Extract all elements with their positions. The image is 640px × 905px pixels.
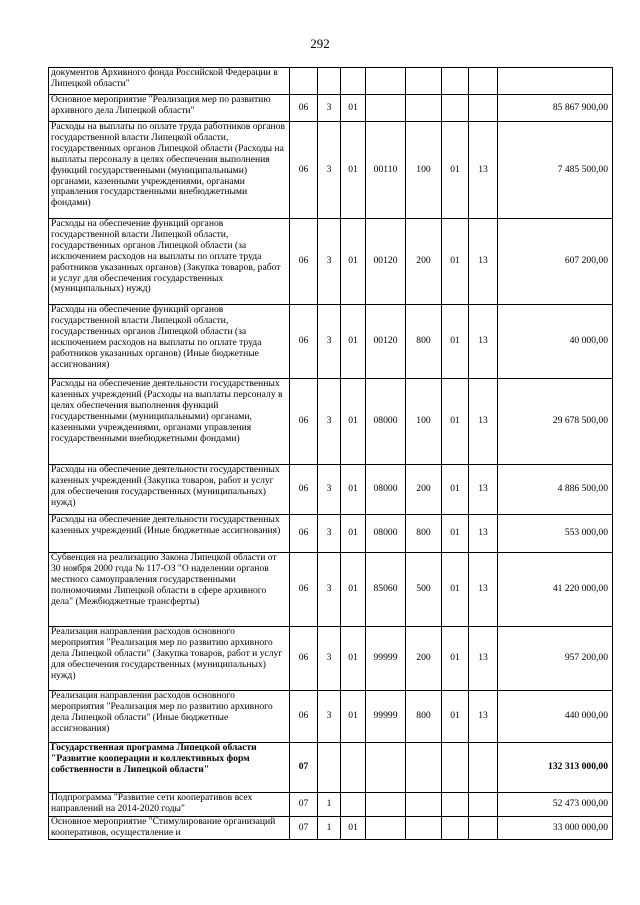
row-name-cell: Реализация направления расходов основного мероприятия "Реализация мер по развитию архивного дела Липецкой области" (Иные бюджетные ассигнования) [49, 691, 290, 743]
expense-type-cell [406, 793, 442, 817]
table-row [49, 95, 613, 122]
expense-type-cell [406, 68, 442, 95]
amount-cell: 40 000,00 [498, 305, 613, 379]
section-code-cell: 06 [290, 691, 318, 743]
section-code-cell: 06 [290, 553, 318, 627]
direction-code-cell: 99999 [366, 691, 406, 743]
subprogram-code-cell: 3 [318, 379, 341, 465]
expense-type-cell [406, 817, 442, 840]
subprogram-code-cell: 3 [318, 465, 341, 515]
amount-cell: 607 200,00 [498, 219, 613, 305]
direction-code-cell [366, 743, 406, 793]
section-code-cell: 06 [290, 305, 318, 379]
section-code-cell: 06 [290, 219, 318, 305]
subprogram-code-cell: 3 [318, 122, 341, 219]
subsection-cell: 13 [469, 379, 498, 465]
subprogram-code-cell: 3 [318, 515, 341, 553]
expense-type-cell: 200 [406, 219, 442, 305]
row-name-cell: Государственная программа Липецкой области "Развитие кооперации и коллективных форм собственности в Липецкой области" [49, 743, 290, 793]
table-row [49, 465, 613, 515]
section-code-cell: 06 [290, 379, 318, 465]
subprogram-code-cell [318, 743, 341, 793]
subsection-cell [469, 793, 498, 817]
section-code-cell: 06 [290, 95, 318, 122]
amount-cell [498, 68, 613, 95]
main-measure-code-cell: 01 [341, 305, 366, 379]
section-code-cell: 06 [290, 627, 318, 691]
main-measure-code-cell: 01 [341, 379, 366, 465]
subprogram-code-cell [318, 68, 341, 95]
direction-code-cell: 00120 [366, 305, 406, 379]
amount-cell: 440 000,00 [498, 691, 613, 743]
section-cell [442, 95, 469, 122]
row-name-cell: Субвенция на реализацию Закона Липецкой области от 30 ноября 2000 года № 117-ОЗ "О наделении органов местного самоуправления государственными полномочиями Липецкой области в сфере архивного дела" (Межбюджетные трансферты) [49, 553, 290, 627]
subsection-cell: 13 [469, 305, 498, 379]
subsection-cell: 13 [469, 691, 498, 743]
expense-type-cell: 500 [406, 553, 442, 627]
main-measure-code-cell: 01 [341, 627, 366, 691]
section-cell: 01 [442, 219, 469, 305]
subprogram-code-cell: 1 [318, 817, 341, 840]
row-name-cell: Расходы на обеспечение деятельности государственных казенных учреждений (Расходы на выплаты персоналу в целях обеспечения выполнения функций государственными (муниципальными) органами, казенными учреждениями, органами управления государственными внебюджетными фондами) [49, 379, 290, 465]
amount-cell: 41 220 000,00 [498, 553, 613, 627]
direction-code-cell [366, 817, 406, 840]
expense-type-cell [406, 743, 442, 793]
main-measure-code-cell [341, 743, 366, 793]
section-cell: 01 [442, 465, 469, 515]
table-row [49, 691, 613, 743]
main-measure-code-cell: 01 [341, 122, 366, 219]
section-cell: 01 [442, 515, 469, 553]
section-code-cell: 06 [290, 465, 318, 515]
expense-type-cell: 200 [406, 627, 442, 691]
main-measure-code-cell: 01 [341, 465, 366, 515]
amount-cell: 553 000,00 [498, 515, 613, 553]
row-name-cell: Расходы на выплаты по оплате труда работников органов государственной власти Липецкой области, государственных органов Липецкой области (Расходы на выплаты персоналу в целях обеспечения выполнения функций государственными (муниципальными) органами, казенными учреждениями, органами управления государственными внебюджетными фондами) [49, 122, 290, 219]
section-code-cell: 07 [290, 817, 318, 840]
subsection-cell: 13 [469, 122, 498, 219]
table-row [49, 515, 613, 553]
subprogram-code-cell: 3 [318, 95, 341, 122]
section-cell [442, 68, 469, 95]
row-name-cell: Основное мероприятие "Стимулирование организаций кооперативов, осуществление и [49, 817, 290, 840]
row-name-cell: Реализация направления расходов основного мероприятия "Реализация мер по развитию архивного дела Липецкой области" (Закупка товаров, работ и услуг для обеспечения государственных (муниципальных) нужд) [49, 627, 290, 691]
subsection-cell [469, 817, 498, 840]
direction-code-cell: 08000 [366, 465, 406, 515]
section-cell [442, 743, 469, 793]
section-cell: 01 [442, 379, 469, 465]
direction-code-cell: 85060 [366, 553, 406, 627]
section-cell: 01 [442, 691, 469, 743]
direction-code-cell [366, 68, 406, 95]
subprogram-code-cell: 3 [318, 691, 341, 743]
main-measure-code-cell: 01 [341, 219, 366, 305]
section-code-cell: 06 [290, 515, 318, 553]
expense-type-cell: 200 [406, 465, 442, 515]
table-row [49, 219, 613, 305]
main-measure-code-cell: 01 [341, 817, 366, 840]
row-name-cell: Основное мероприятие "Реализация мер по развитию архивного дела Липецкой области" [49, 95, 290, 122]
row-name-cell: Расходы на обеспечение деятельности государственных казенных учреждений (Иные бюджетные ассигнования) [49, 515, 290, 553]
amount-cell: 33 000 000,00 [498, 817, 613, 840]
amount-cell: 29 678 500,00 [498, 379, 613, 465]
main-measure-code-cell: 01 [341, 515, 366, 553]
table-row [49, 627, 613, 691]
row-name-cell: Расходы на обеспечение функций органов государственной власти Липецкой области, государственных органов Липецкой области (за исключением расходов на выплаты по оплате труда работников указанных органов) (Закупка товаров, работ и услуг для обеспечения государственных (муниципальных) нужд) [49, 219, 290, 305]
subsection-cell: 13 [469, 219, 498, 305]
subprogram-code-cell: 3 [318, 219, 341, 305]
budget-table-body [49, 68, 613, 840]
main-measure-code-cell [341, 68, 366, 95]
amount-cell: 957 200,00 [498, 627, 613, 691]
direction-code-cell: 00120 [366, 219, 406, 305]
row-name-cell: Расходы на обеспечение деятельности государственных казенных учреждений (Закупка товаров, работ и услуг для обеспечения государственных (муниципальных) нужд) [49, 465, 290, 515]
subsection-cell [469, 95, 498, 122]
section-code-cell: 06 [290, 122, 318, 219]
subprogram-code-cell: 3 [318, 553, 341, 627]
section-cell: 01 [442, 305, 469, 379]
table-row [49, 743, 613, 793]
section-cell: 01 [442, 553, 469, 627]
direction-code-cell: 08000 [366, 379, 406, 465]
amount-cell: 85 867 900,00 [498, 95, 613, 122]
section-cell [442, 817, 469, 840]
table-row [49, 122, 613, 219]
page-number: 292 [310, 36, 330, 51]
expense-type-cell [406, 95, 442, 122]
table-row [49, 305, 613, 379]
section-cell: 01 [442, 122, 469, 219]
main-measure-code-cell [341, 793, 366, 817]
row-name-cell: Подпрограмма "Развитие сети кооперативов всех направлений на 2014-2020 годы" [49, 793, 290, 817]
subprogram-code-cell: 3 [318, 627, 341, 691]
direction-code-cell [366, 95, 406, 122]
subsection-cell: 13 [469, 627, 498, 691]
section-cell [442, 793, 469, 817]
table-row [49, 817, 613, 840]
table-row [49, 68, 613, 95]
budget-table [48, 67, 613, 840]
subprogram-code-cell: 1 [318, 793, 341, 817]
section-code-cell: 07 [290, 743, 318, 793]
expense-type-cell: 100 [406, 379, 442, 465]
direction-code-cell: 08000 [366, 515, 406, 553]
section-code-cell: 07 [290, 793, 318, 817]
expense-type-cell: 100 [406, 122, 442, 219]
direction-code-cell: 99999 [366, 627, 406, 691]
row-name-cell: документов Архивного фонда Российской Федерации в Липецкой области" [49, 68, 290, 95]
amount-cell: 132 313 000,00 [498, 743, 613, 793]
amount-cell: 52 473 000,00 [498, 793, 613, 817]
main-measure-code-cell: 01 [341, 95, 366, 122]
expense-type-cell: 800 [406, 515, 442, 553]
row-name-cell: Расходы на обеспечение функций органов государственной власти Липецкой области, государственных органов Липецкой области (за исключением расходов на выплаты по оплате труда работников указанных органов) (Иные бюджетные ассигнования) [49, 305, 290, 379]
main-measure-code-cell: 01 [341, 553, 366, 627]
subsection-cell [469, 68, 498, 95]
subsection-cell [469, 743, 498, 793]
amount-cell: 7 485 500,00 [498, 122, 613, 219]
section-code-cell [290, 68, 318, 95]
table-row [49, 793, 613, 817]
table-row [49, 553, 613, 627]
subsection-cell: 13 [469, 465, 498, 515]
subsection-cell: 13 [469, 553, 498, 627]
table-row [49, 379, 613, 465]
direction-code-cell: 00110 [366, 122, 406, 219]
main-measure-code-cell: 01 [341, 691, 366, 743]
section-cell: 01 [442, 627, 469, 691]
direction-code-cell [366, 793, 406, 817]
expense-type-cell: 800 [406, 305, 442, 379]
subsection-cell: 13 [469, 515, 498, 553]
amount-cell: 4 886 500,00 [498, 465, 613, 515]
subprogram-code-cell: 3 [318, 305, 341, 379]
expense-type-cell: 800 [406, 691, 442, 743]
